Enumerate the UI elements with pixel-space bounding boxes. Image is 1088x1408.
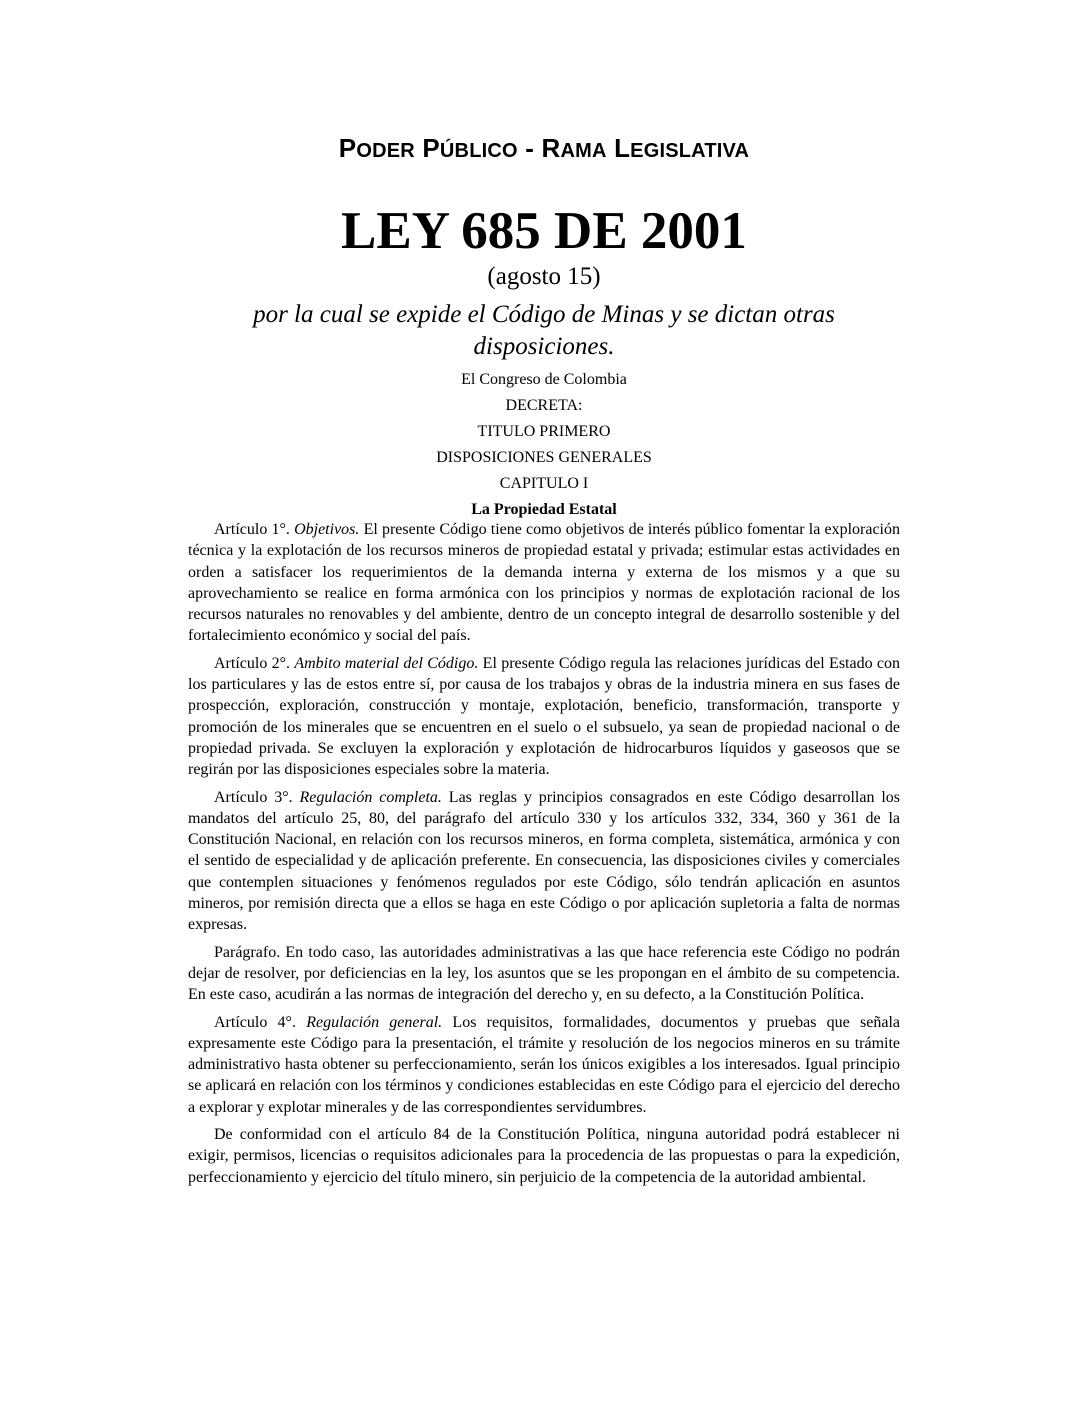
branch-heading-part: P (414, 133, 440, 163)
article-text: El presente Código tiene como objetivos de interés público fomentar la exploración técnica y la explotación de los recursos mineros de propiedad estatal y privada; estimular estas actividades en orden a satisfacer los requerimientos de la demanda interna y externa de los mismos y a que su aprovechamiento se realice en forma armónica con los principios y normas de explotación racional de los recursos naturales no renovables y del ambiente, dentro de un concepto integral de desarrollo sostenible y del fortalecimiento económico y social del país. (188, 521, 901, 645)
article-name: Objetivos. (294, 521, 360, 538)
law-title: LEY 685 DE 2001 (341, 202, 747, 260)
article-name: Ambito material del Código. (294, 654, 479, 672)
article-text: Los requisitos, formalidades, documentos y pruebas que señala expresamente este Código para la presentación, el trámite y resolución de los negocios mineros en su trámite administrativo hasta obtener su perfeccionamiento, serán los únicos exigibles a los interesados. Igual principio se aplicará en relación con los términos y condiciones establecidas en este Código para el ejercicio del derecho a explorar y explotar minerales y de las correspondientes servidumbres. (188, 1013, 900, 1116)
branch-heading-part: ÚBLICO (439, 140, 518, 162)
paragraph-text (188, 942, 900, 1006)
article-text: Las reglas y principios consagrados en este Código desarrollan los mandatos del artículo 25, 80, del parágrafo del artículo 330 y los artículos 332, 334, 360 y 361 de la Constitución Nacional, en relación con los recursos mineros, en forma completa, sistemática, armónica y con el sentido de especialidad y de aplicación preferente. En consecuencia, las disposiciones civiles y comerciales que contemplen situaciones y fenómenos regulados por este Código, sólo tendrán aplicación en asuntos mineros, por remisión directa que a ellos se haga en este Código o por aplicación supletoria a falta de normas expresas. (188, 788, 901, 934)
title-heading: TITULO PRIMERO (477, 423, 611, 440)
branch-heading-part: EGISLATIVA (630, 140, 750, 162)
branch-heading-part: - (517, 133, 542, 163)
article-label: Artículo 3°. (214, 788, 300, 806)
branch-heading-part: ODER (356, 140, 415, 162)
article-name: Regulación completa. (299, 788, 442, 806)
article-paragraph (188, 653, 900, 781)
paragraph-text (188, 1124, 900, 1188)
article-text: Parágrafo. En todo caso, las autoridades administrativas a las que hace referencia este Código no podrán dejar de resolver, por deficiencias en la ley, los asuntos que se les propongan en el ámbito de su competencia. En este caso, acudirán a las normas de integración del derecho y, en su defecto, a la Constitución Política. (188, 943, 900, 1004)
article-name: Regulación general. (306, 1013, 443, 1031)
article-paragraph (188, 1012, 900, 1118)
branch-heading-part: AMA (560, 140, 607, 162)
title-name: DISPOSICIONES GENERALES (436, 449, 652, 466)
article-paragraph (188, 519, 900, 647)
article-text: El presente Código regula las relaciones jurídicas del Estado con los particulares y las de estos entre sí, por causa de los trabajos y obras de la industria minera en sus fases de prospección, exploración, construcción y montaje, explotación, beneficio, transformación, transporte y promoción de los minerales que se encuentren en el suelo o el subsuelo, ya sean de propiedad nacional o de propiedad privada. Se excluyen la exploración y explotación de hidrocarburos líquidos y gaseosos que se regirán por las disposiciones especiales sobre la materia. (188, 654, 900, 779)
article-label: Artículo 2°. (214, 654, 295, 672)
law-date: (agosto 15) (487, 263, 601, 290)
issuer-line: El Congreso de Colombia (461, 371, 627, 388)
articles-body (188, 519, 900, 1194)
chapter-heading: CAPITULO I (499, 475, 589, 492)
branch-heading (0, 133, 1088, 166)
preamble (0, 367, 1088, 523)
article-paragraph (188, 787, 900, 936)
branch-heading-part: R (541, 133, 561, 163)
law-subtitle: por la cual se expide el Código de Minas y se dictan otras disposiciones. (253, 301, 835, 360)
branch-heading-part: L (606, 133, 631, 163)
article-label: Artículo 4°. (214, 1013, 307, 1031)
article-text: De conformidad con el artículo 84 de la Constitución Política, ninguna autoridad podrá establecer ni exigir, permisos, licencias o requisitos adicionales para la procedencia de las propuestas o para la expedición, perfeccionamiento y ejercicio del título minero, sin perjuicio de la competencia de la autoridad ambiental. (188, 1126, 900, 1186)
chapter-name: La Propiedad Estatal (471, 501, 617, 518)
article-label: Artículo 1°. (214, 521, 295, 538)
branch-heading-part: P (338, 133, 357, 163)
decree-line: DECRETA: (505, 397, 583, 414)
